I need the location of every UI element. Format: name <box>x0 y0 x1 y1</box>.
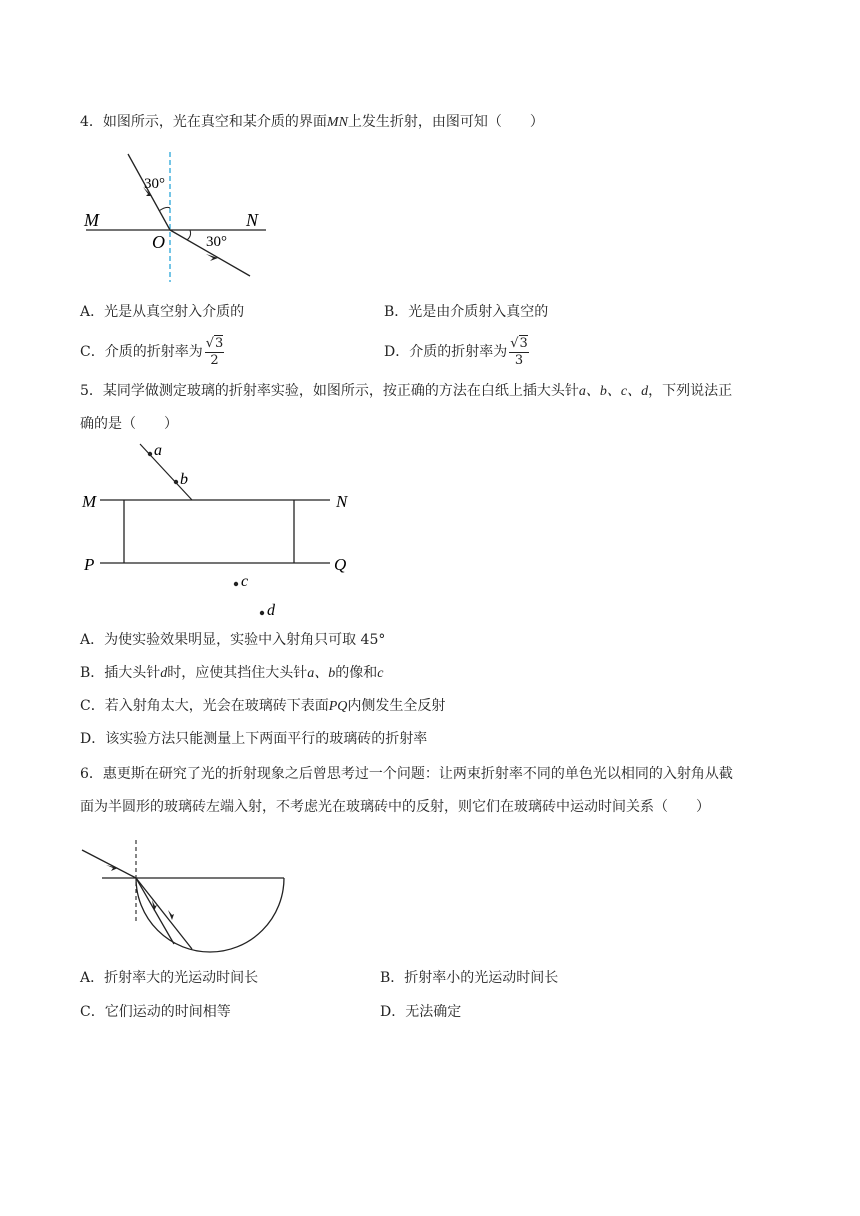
q4-number: 4． <box>80 114 103 130</box>
q5-label-n: N <box>336 492 348 511</box>
q5-pin-c-label: c <box>241 573 249 590</box>
q5-pin-b-dot <box>174 480 178 484</box>
q4-angle-top-label: 30° <box>144 176 165 192</box>
q5-option-b-pin-c: c <box>377 666 384 681</box>
q6-number: 6． <box>80 766 103 782</box>
q4-option-c-text: C．介质的折射率为 <box>80 344 203 360</box>
q5-option-b-pins-ab: a、b <box>307 666 336 681</box>
q4-incident-ray <box>128 154 170 230</box>
q5-label-m: M <box>82 492 97 511</box>
q4-option-c-radicand: 3 <box>215 335 224 351</box>
q4-label-n: N <box>246 210 259 230</box>
q5-option-c[interactable] <box>80 696 445 717</box>
q5-pin-c-dot <box>234 582 238 586</box>
q6-incident-ray <box>82 850 136 878</box>
q6-semicircle-arc <box>136 878 284 952</box>
q6-semicircle-figure <box>80 838 290 958</box>
q5-option-c-text-1: C．若入射角太大，光会在玻璃砖下表面 <box>80 698 329 714</box>
q5-option-a[interactable]: A．为使实验效果明显，实验中入射角只可取 45° <box>80 632 386 648</box>
q4-angle-arc-top <box>159 207 170 211</box>
q5-option-c-pq: PQ <box>328 699 348 714</box>
q5-stem <box>80 381 732 402</box>
q4-stem-mn: MN <box>326 115 348 130</box>
q5-pin-d-label: d <box>267 602 275 619</box>
q6-option-d[interactable]: D．无法确定 <box>380 1004 462 1020</box>
q4-stem-text-b: 上发生折射，由图可知（ ） <box>347 114 544 130</box>
q6-stem-line2: 面为半圆形的玻璃砖左端入射，不考虑光在玻璃砖中的反射，则它们在玻璃砖中运动时间关系（ ） <box>80 799 710 815</box>
q5-option-b-text-2: 时，应使其挡住大头针 <box>167 665 308 681</box>
q4-option-d-radicand: 3 <box>519 335 528 351</box>
q4-refracted-arrow-icon <box>206 254 218 261</box>
q4-stem-text-a: 如图所示，光在真空和某介质的界面 <box>102 114 327 130</box>
q4-option-d-text: D．介质的折射率为 <box>384 344 508 360</box>
q5-glass-block-figure <box>80 438 370 622</box>
q6-stem <box>80 764 733 784</box>
q5-stem-line2: 确的是（ ） <box>80 416 178 432</box>
q6-option-b[interactable]: B．折射率小的光运动时间长 <box>380 970 559 986</box>
q5-pin-d-dot <box>260 611 264 615</box>
q6-refracted-ray-1 <box>136 878 174 944</box>
q5-pin-b-label: b <box>180 471 188 488</box>
q5-option-b-text-1: B．插大头针 <box>80 665 161 681</box>
q5-label-q: Q <box>334 555 347 574</box>
q4-label-m: M <box>84 210 99 230</box>
q4-option-a[interactable]: A．光是从真空射入介质的 <box>80 304 245 320</box>
q4-option-c-denominator: 2 <box>210 352 219 368</box>
q6-ray-2-arrow-icon <box>168 910 174 920</box>
q5-pin-a-dot <box>148 452 152 456</box>
q6-option-a[interactable]: A．折射率大的光运动时间长 <box>80 970 259 986</box>
q6-stem-line1: 惠更斯在研究了光的折射现象之后曾思考过一个问题：让两束折射率不同的单色光以相同的入射角从截 <box>102 766 733 782</box>
q5-option-b[interactable] <box>80 663 384 684</box>
q5-option-b-pin-d: d <box>160 666 168 681</box>
q4-option-b[interactable]: B．光是由介质射入真空的 <box>384 304 549 320</box>
q4-option-d-fraction: $\frac{√3}{3}$ <box>510 335 528 368</box>
q5-label-p: P <box>84 555 95 574</box>
q5-option-c-text-2: 内侧发生全反射 <box>347 698 446 714</box>
q5-number: 5． <box>80 383 103 399</box>
q4-angle-arc-bottom <box>187 230 191 240</box>
q5-stem-pins: a、b、c、d <box>578 384 649 399</box>
q4-option-d-denominator: 3 <box>514 352 524 368</box>
q5-option-b-text-3: 的像和 <box>335 665 378 681</box>
q5-pin-a-label: a <box>154 442 162 459</box>
q4-stem <box>80 112 544 133</box>
q4-option-d[interactable] <box>384 334 529 370</box>
q4-option-c[interactable] <box>80 334 224 370</box>
q5-stem-text-a: 某同学做测定玻璃的折射率实验，如图所示，按正确的方法在白纸上插大头针 <box>102 383 579 399</box>
q6-option-c[interactable]: C．它们运动的时间相等 <box>80 1004 231 1020</box>
q4-angle-bottom-label: 30° <box>206 234 227 250</box>
q4-refraction-figure <box>80 148 280 288</box>
q5-option-d[interactable]: D．该实验方法只能测量上下两面平行的玻璃砖的折射率 <box>80 731 428 747</box>
q5-stem-text-b: ，下列说法正 <box>648 383 733 399</box>
q4-option-c-fraction: $\frac{√3}{2}$ <box>205 335 224 368</box>
q4-label-o: O <box>152 232 165 252</box>
